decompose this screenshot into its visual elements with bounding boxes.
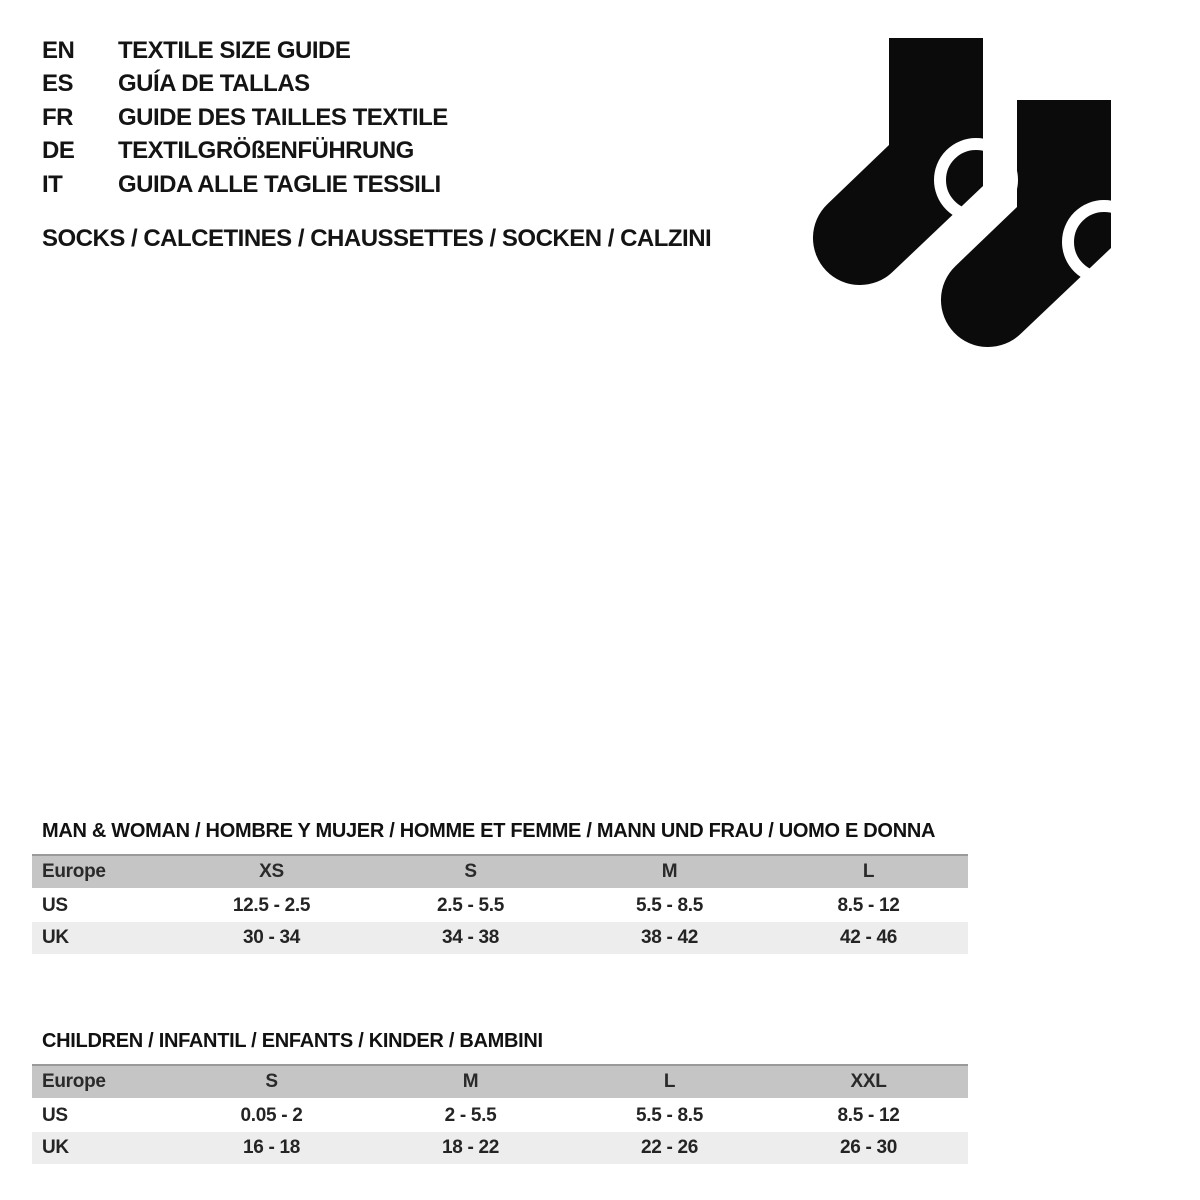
table-row-us [32,889,968,922]
language-title: GUIDE DES TAILLES TEXTILE [118,103,448,131]
table-row-us [32,1099,968,1132]
size-value: 0.05 - 2 [240,1105,303,1126]
size-value: 34 - 38 [441,927,500,948]
size-table-children [32,1064,968,1164]
language-code: FR [42,103,73,131]
size-value: 18 - 22 [441,1137,500,1158]
row-label: US [42,1105,68,1126]
size-value: 16 - 18 [242,1137,301,1158]
table-row-uk [32,922,968,954]
section-title-children: CHILDREN / INFANTIL / ENFANTS / KINDER / BAMBINI [42,1030,543,1052]
column-header-region: Europe [42,1071,106,1092]
column-header-size: M [462,1071,479,1092]
table-header-row [32,1065,968,1099]
language-code: ES [42,70,74,98]
column-header-region: Europe [42,861,106,882]
column-header-size: L [663,1071,676,1092]
size-value: 2 - 5.5 [444,1105,497,1126]
size-value: 30 - 34 [242,927,301,948]
size-value: 26 - 30 [839,1137,898,1158]
size-value: 8.5 - 12 [837,895,900,916]
language-row-it [42,168,448,202]
row-label: UK [42,1137,69,1158]
section-title-man-woman: MAN & WOMAN / HOMBRE Y MUJER / HOMME ET FEMME / MANN UND FRAU / UOMO E DONNA [42,820,936,842]
column-header-size: L [862,861,875,882]
language-code: IT [42,170,63,198]
column-header-size: XS [259,861,284,882]
row-label: US [42,895,68,916]
size-table-man-woman [32,854,968,954]
size-value: 38 - 42 [640,927,699,948]
language-row-fr [42,101,448,135]
language-title: GUIDA ALLE TAGLIE TESSILI [118,170,441,198]
language-title: TEXTILGRÖßENFÜHRUNG [118,137,414,165]
socks-icon [810,25,1155,355]
language-row-en [42,34,448,68]
size-value: 12.5 - 2.5 [232,895,311,916]
sock-left-shape [813,38,983,285]
language-code: DE [42,137,75,165]
column-header-size: S [464,861,477,882]
table-row-uk [32,1132,968,1164]
column-header-size: XXL [850,1071,887,1092]
size-value: 5.5 - 8.5 [635,1105,703,1126]
language-row-de [42,135,448,169]
language-title: TEXTILE SIZE GUIDE [118,36,351,64]
table-header-row [32,855,968,889]
size-value: 2.5 - 5.5 [436,895,504,916]
column-header-size: S [265,1071,278,1092]
language-title: GUÍA DE TALLAS [118,70,310,98]
language-code: EN [42,36,75,64]
size-value: 22 - 26 [640,1137,699,1158]
row-label: UK [42,927,69,948]
language-row-es [42,68,448,102]
size-value: 5.5 - 8.5 [635,895,703,916]
size-value: 42 - 46 [839,927,898,948]
product-category-line: SOCKS / CALCETINES / CHAUSSETTES / SOCKEN / CALZINI [42,225,712,252]
column-header-size: M [661,861,678,882]
language-title-list [42,34,448,202]
size-value: 8.5 - 12 [837,1105,900,1126]
